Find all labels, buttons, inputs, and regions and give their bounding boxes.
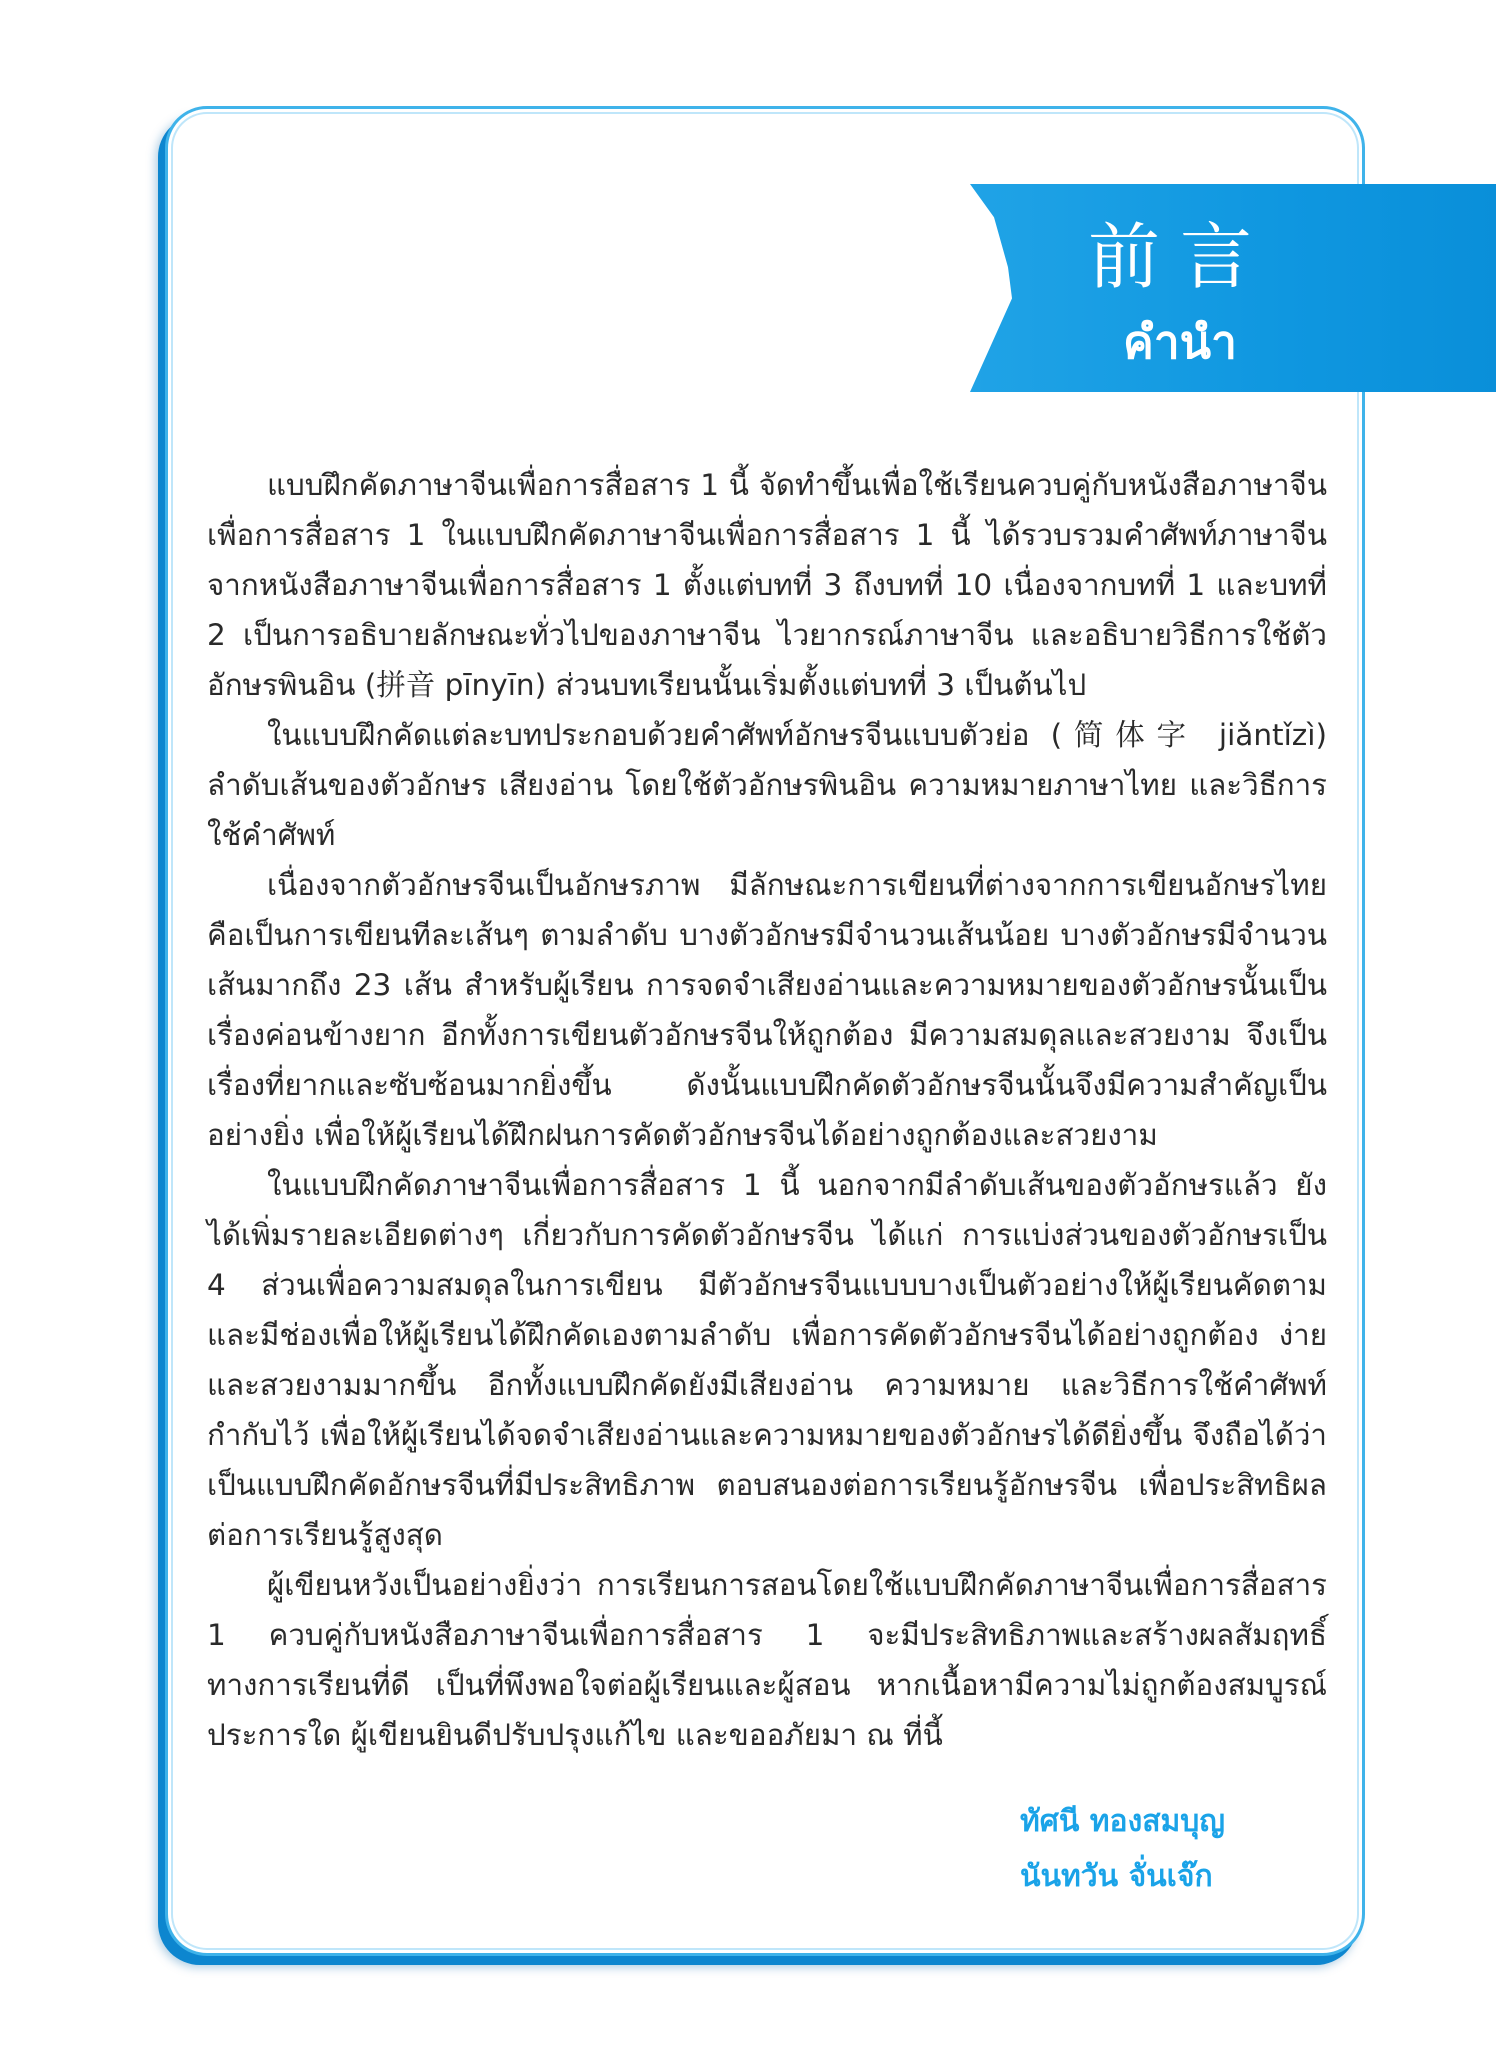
preface-body bbox=[207, 460, 1327, 1760]
paragraph-4: ในแบบฝึกคัดภาษาจีนเพื่อการสื่อสาร 1 นี้ นอกจากมีลำดับเส้นของตัวอักษรแล้ว ยังได้เพิ่มรายละเอียดต่างๆ เกี่ยวกับการคัดตัวอักษรจีน ได้แก่ การแบ่งส่วนของตัวอักษรเป็น 4 ส่วนเพื่อความสมดุลในการเขียน มีตัวอักษรจีนแบบบางเป็นตัวอย่างให้ผู้เรียนคัดตาม และมีช่องเพื่อให้ผู้เรียนได้ฝึกคัดเองตามลำดับ เพื่อการคัดตัวอักษรจีนได้อย่างถูกต้อง ง่าย และสวยงามมากขึ้น อีกทั้งแบบฝึกคัดยังมีเสียงอ่าน ความหมาย และวิธีการใช้คำศัพท์กำกับไว้ เพื่อให้ผู้เรียนได้จดจำเสียงอ่านและความหมายของตัวอักษรได้ดียิ่งขึ้น จึงถือได้ว่าเป็นแบบฝึกคัดอักษรจีนที่มีประสิทธิภาพ ตอบสนองต่อการเรียนรู้อักษรจีน เพื่อประสิทธิผลต่อการเรียนรู้สูงสุด bbox=[207, 1168, 1327, 1552]
paragraph-5: ผู้เขียนหวังเป็นอย่างยิ่งว่า การเรียนการสอนโดยใช้แบบฝึกคัดภาษาจีนเพื่อการสื่อสาร 1 ควบคู่กับหนังสือภาษาจีนเพื่อการสื่อสาร 1 จะมีประสิทธิภาพและสร้างผลสัมฤทธิ์ทางการเรียนที่ดี เป็นที่พึงพอใจต่อผู้เรียนและผู้สอน หากเนื้อหามีความไม่ถูกต้องสมบูรณ์ประการใด ผู้เขียนยินดีปรับปรุงแก้ไข และขออภัยมา ณ ที่นี้ bbox=[207, 1568, 1327, 1752]
page-title-chinese: 前言 bbox=[1087, 215, 1272, 299]
paragraph-2: ในแบบฝึกคัดแต่ละบทประกอบด้วยคำศัพท์อักษรจีนแบบตัวย่อ (简体字 jiǎntǐzì) ลำดับเส้นของตัวอักษร เสียงอ่าน โดยใช้ตัวอักษรพินอิน ความหมายภาษาไทย และวิธีการใช้คำศัพท์ bbox=[207, 718, 1327, 852]
author-name-2: นันทวัน จั่นเจ๊ก bbox=[1020, 1859, 1213, 1894]
page-title-thai: คำนำ bbox=[1123, 315, 1237, 369]
author-signatures bbox=[1020, 1794, 1225, 1904]
paragraph-3: เนื่องจากตัวอักษรจีนเป็นอักษรภาพ มีลักษณะการเขียนที่ต่างจากการเขียนอักษรไทย คือเป็นการเขียนทีละเส้นๆ ตามลำดับ บางตัวอักษรมีจำนวนเส้นน้อย บางตัวอักษรมีจำนวนเส้นมากถึง 23 เส้น สำหรับผู้เรียน การจดจำเสียงอ่านและความหมายของตัวอักษรนั้นเป็นเรื่องค่อนข้างยาก อีกทั้งการเขียนตัวอักษรจีนให้ถูกต้อง มีความสมดุลและสวยงาม จึงเป็นเรื่องที่ยากและซับซ้อนมากยิ่งขึ้น ดังนั้นแบบฝึกคัดตัวอักษรจีนนั้นจึงมีความสำคัญเป็นอย่างยิ่ง เพื่อให้ผู้เรียนได้ฝึกฝนการคัดตัวอักษรจีนได้อย่างถูกต้องและสวยงาม bbox=[207, 868, 1327, 1152]
author-name-1: ทัศนี ทองสมบุญ bbox=[1020, 1804, 1225, 1839]
paragraph-1: แบบฝึกคัดภาษาจีนเพื่อการสื่อสาร 1 นี้ จัดทำขึ้นเพื่อใช้เรียนควบคู่กับหนังสือภาษาจีนเพื่อการสื่อสาร 1 ในแบบฝึกคัดภาษาจีนเพื่อการสื่อสาร 1 นี้ ได้รวบรวมคำศัพท์ภาษาจีนจากหนังสือภาษาจีนเพื่อการสื่อสาร 1 ตั้งแต่บทที่ 3 ถึงบทที่ 10 เนื่องจากบทที่ 1 และบทที่ 2 เป็นการอธิบายลักษณะทั่วไปของภาษาจีน ไวยากรณ์ภาษาจีน และอธิบายวิธีการใช้ตัวอักษรพินอิน (拼音 pīnyīn) ส่วนบทเรียนนั้นเริ่มตั้งแต่บทที่ 3 เป็นต้นไป bbox=[207, 468, 1327, 702]
